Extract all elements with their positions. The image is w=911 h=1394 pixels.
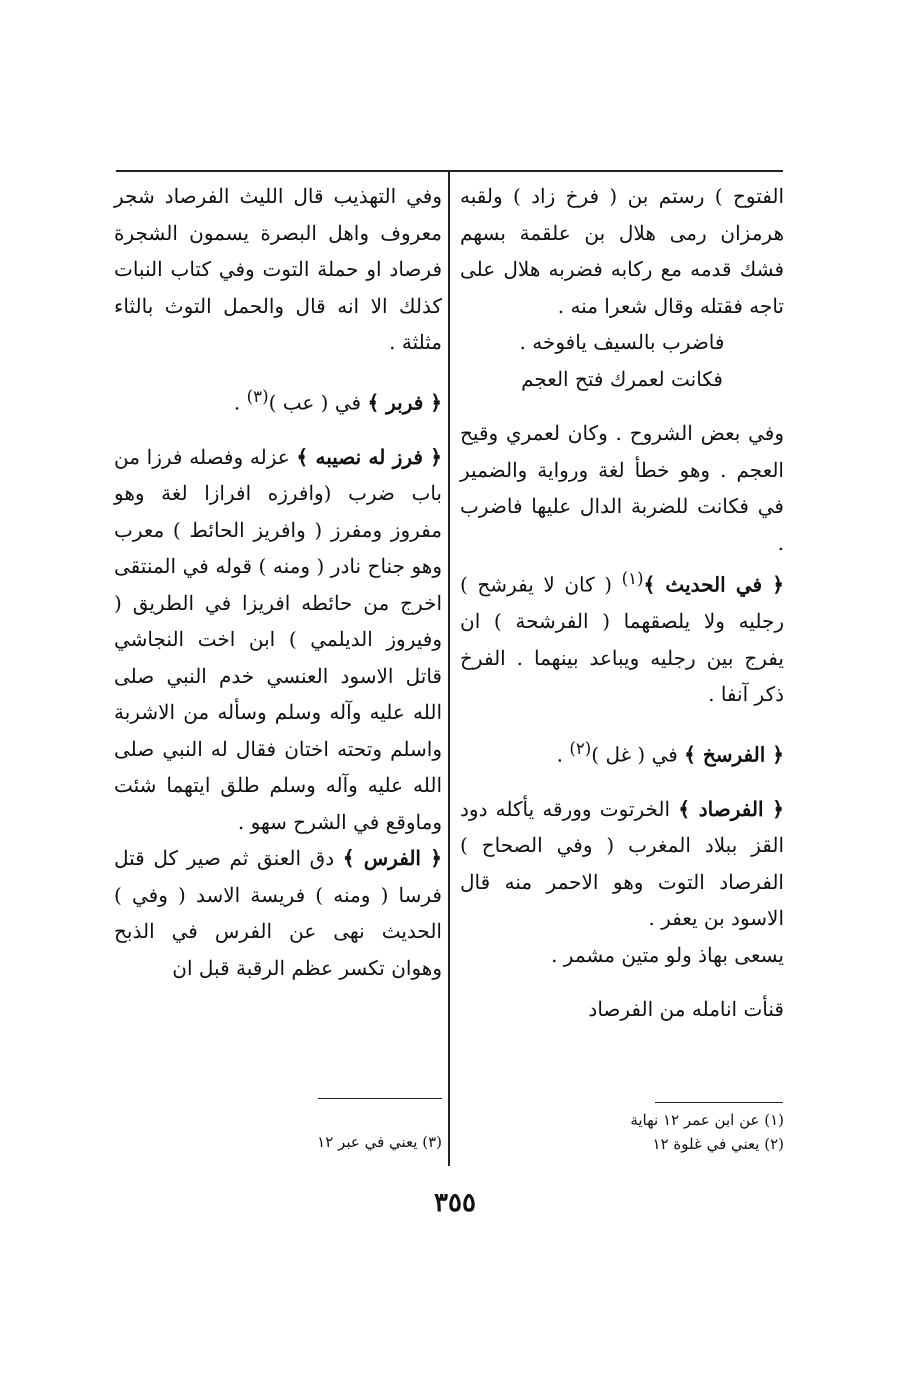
footnotes-right bbox=[560, 1108, 784, 1156]
entry-text: في ( عب ) bbox=[268, 390, 362, 415]
entry-al-firsad bbox=[460, 791, 784, 937]
footnote-rule bbox=[655, 1102, 783, 1103]
headword: ﴿ الفرصاد ﴾ bbox=[678, 796, 784, 821]
headword: ﴿ فربر ﴾ bbox=[367, 390, 442, 415]
right-column bbox=[460, 178, 784, 1028]
headword: ﴿ فرز له نصيبه ﴾ bbox=[296, 444, 443, 469]
headword: ﴿ الفرس ﴾ bbox=[342, 846, 442, 871]
footnotes-left bbox=[230, 1130, 442, 1154]
footnote: (٢) يعني في غلوة ١٢ bbox=[652, 1135, 784, 1153]
entry-text: ( كان لا يفرشح ) رجليه ولا يلصقهما ( الفرشحة ) ان يفرج بين رجليه ويباعد بينهما . الفرخ ذكر آنفا . bbox=[460, 572, 784, 707]
footnote-ref: (٣) bbox=[246, 386, 269, 406]
entry-end: . bbox=[556, 742, 563, 767]
entry-al-fars bbox=[114, 840, 442, 986]
headword: ﴿ في الحديث ﴾ bbox=[643, 572, 784, 597]
entry-faraza bbox=[114, 439, 442, 841]
entry-farbar bbox=[114, 379, 442, 421]
entry-text: الخرتوت وورقه يأكله دود القز ببلاد المغرب ( وفي الصحاح ) الفرصاد التوت وهو الاحمر منه قال الاسود بن يعفر . bbox=[460, 796, 784, 931]
column-divider bbox=[448, 172, 450, 1166]
footnote-ref: (١) bbox=[621, 569, 644, 588]
footnote: (٣) يعني في عبر ١٢ bbox=[317, 1133, 442, 1151]
poem-line: قنأت انامله من الفرصاد bbox=[588, 997, 784, 1022]
paragraph: وفي بعض الشروح . وكان لعمري وقيح العجم . وهو خطأ لغة ورواية والضمير في فكانت للضربة الدال عليها فاضرب . bbox=[460, 421, 784, 555]
left-column bbox=[114, 178, 442, 986]
entry-text: عزله وفصله فرزا من باب ضرب (وافرزه افرازا لغة وهو مفروز ومفرز ( وافريز الحائط ) معرب وهو جناح نادر ( ومنه ) قوله في المنتقى اخرج من حائطه افريزا في الطريق ( وفيروز الديلمي ) ابن اخت النجاشي قاتل الاسود العنسي خدم النبي صلى الله عليه وآله وسلم وسأله من الاشربة واسلم وتحته اختان فقال له النبي صلى الله عليه وآله وسلم طلق ايتهما شئت وماوقع في الشرح سهو . bbox=[114, 444, 442, 834]
page-number: ٣٥٥ bbox=[434, 1188, 476, 1218]
entry-end: . bbox=[233, 390, 241, 415]
entry-text: في ( غل ) bbox=[591, 742, 678, 767]
poem-line: فكانت لعمرك فتح العجم bbox=[521, 366, 723, 391]
paragraph: وفي التهذيب قال الليث الفرصاد شجر معروف واهل البصرة يسمون الشجرة فرصاد او حملة التوت وفي كتاب النبات كذلك الا انه قال والحمل التوث بالثاء مثلثة . bbox=[114, 184, 442, 354]
poem-line: يسعى بهاذ ولو متين مشمر . bbox=[551, 942, 784, 967]
headword: ﴿ الفرسخ ﴾ bbox=[684, 742, 784, 767]
entry-fi-al-hadith bbox=[460, 561, 784, 713]
footnote-ref: (٢) bbox=[569, 738, 592, 758]
paragraph: الفتوح ) رستم بن ( فرخ زاد ) ولقبه هرمزان رمى هلال بن علقمة بسهم فشك قدمه مع ركابه فضربه هلال على تاجه فقتله وقال شعرا منه . bbox=[460, 184, 784, 318]
footnote-rule bbox=[318, 1098, 442, 1099]
poem-line: فاضرب بالسيف يافوخه . bbox=[519, 330, 725, 354]
entry-text: دق العنق ثم صير كل قتل فرسا ( ومنه ) فريسة الاسد ( وفي ) الحديث نهى عن الفرس في الذبح وهوان تكسر عظم الرقبة قبل ان bbox=[114, 846, 442, 980]
entry-al-farsakh bbox=[460, 731, 784, 773]
footnote: (١) عن ابن عمر ١٢ نهاية bbox=[630, 1111, 784, 1129]
